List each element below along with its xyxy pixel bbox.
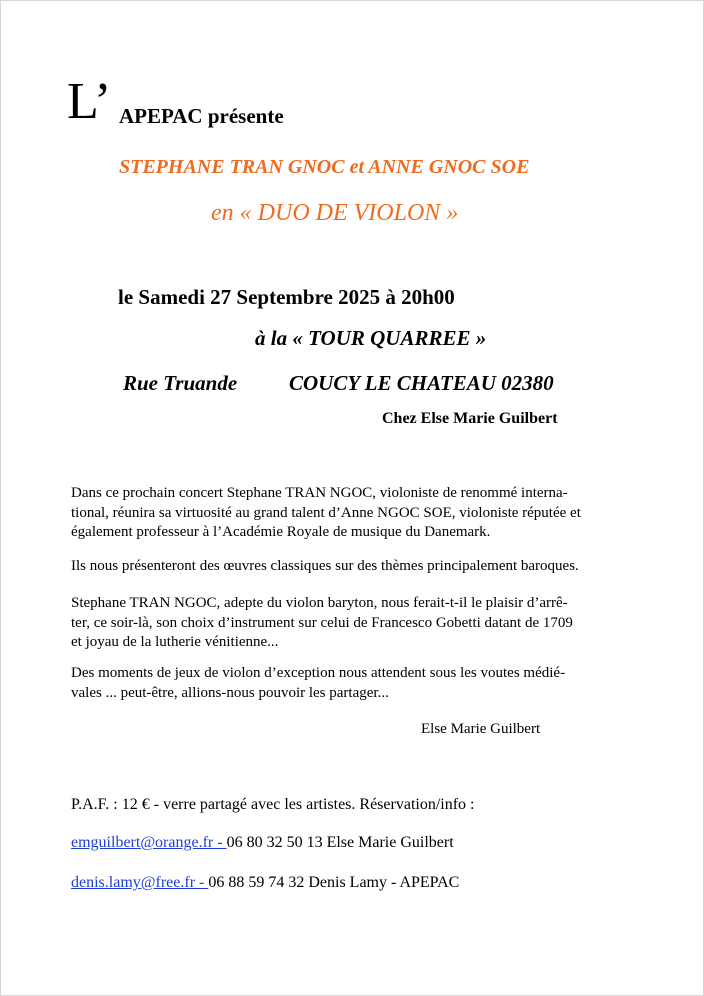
event-date: le Samedi 27 Septembre 2025 à 20h00 (118, 285, 455, 309)
paragraph-line: également professeur à l’Académie Royale de musique du Danemark. (71, 524, 491, 540)
contact-guilbert (71, 834, 454, 852)
paragraph-line: vales ... peut-être, allions-nous pouvoir les partager... (71, 684, 389, 701)
event-street: Rue Truande (123, 371, 238, 395)
l-apostrophe-letter: L’ (67, 73, 112, 130)
event-venue: à la « TOUR QUARREE » (255, 326, 487, 350)
event-city: COUCY LE CHATEAU 02380 (289, 371, 554, 395)
paragraph-line: Dans ce prochain concert Stephane TRAN NGOC, violoniste de renommé interna- (71, 485, 568, 501)
paragraph-line: Ils nous présenteront des œuvres classiques sur des thèmes principalement baroques. (71, 558, 579, 574)
paragraph-moments (71, 664, 636, 703)
event-host: Chez Else Marie Guilbert (382, 410, 558, 427)
email-link-guilbert[interactable]: emguilbert@orange.fr - (71, 834, 227, 851)
paragraph-line: Des moments de jeux de violon d’exception nous attendent sous les voutes médié- (71, 665, 566, 681)
contact-lamy (71, 874, 459, 892)
email-link-lamy[interactable]: denis.lamy@free.fr - (71, 874, 209, 891)
paragraph-line: et joyau de la lutherie vénitienne... (71, 634, 279, 650)
contact-details: 06 88 59 74 32 Denis Lamy - APEPAC (208, 874, 460, 891)
price-info: P.A.F. : 12 € - verre partagé avec les artistes. Réservation/info : (71, 796, 475, 813)
presenter-line: APEPAC présente (119, 104, 284, 128)
paragraph-intro (71, 484, 636, 543)
contact-details: 06 80 32 50 13 Else Marie Guilbert (226, 834, 454, 851)
paragraph-line: tional, réunira sa virtuosité au grand talent d’Anne NGOC SOE, violoniste réputée et (71, 504, 581, 521)
paragraph-line: ter, ce soir-là, son choix d’instrument sur celui de Francesco Gobetti datant de 1709 (71, 614, 573, 631)
paragraph-program (71, 557, 636, 577)
concert-title: en « DUO DE VIOLON » (211, 200, 459, 226)
paragraph-line: Stephane TRAN NGOC, adepte du violon baryton, nous ferait-t-il le plaisir d’arrê- (71, 595, 568, 611)
artists-line: STEPHANE TRAN GNOC et ANNE GNOC SOE (119, 156, 530, 178)
signature: Else Marie Guilbert (421, 721, 541, 737)
paragraph-instrument (71, 594, 636, 653)
